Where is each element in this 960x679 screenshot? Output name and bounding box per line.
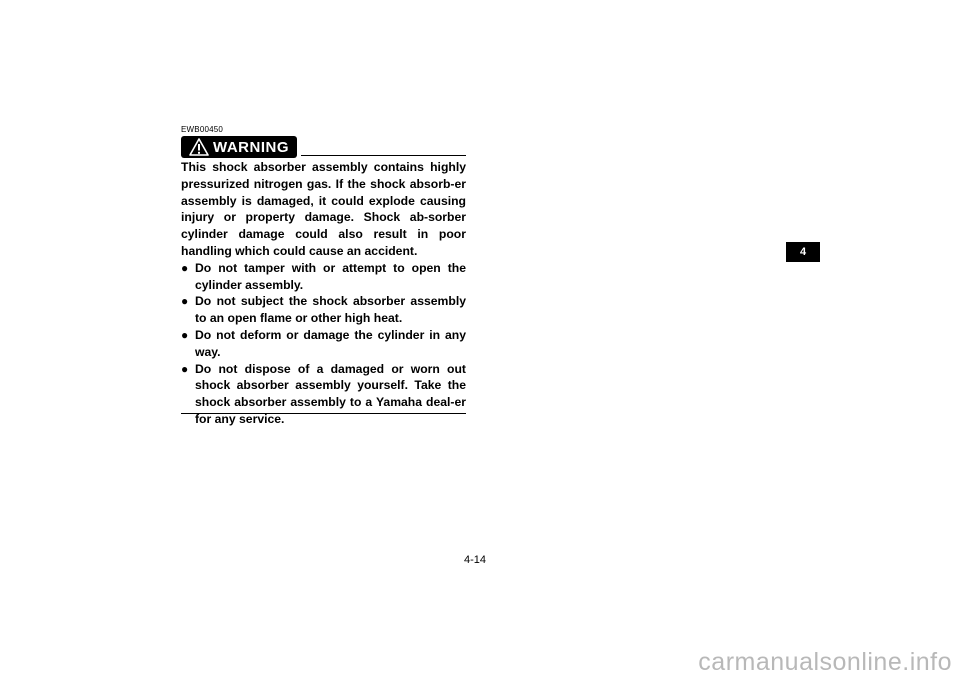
bullet-item — [181, 260, 466, 294]
warning-bottom-rule — [181, 413, 466, 414]
warning-bullet-list — [181, 260, 466, 428]
chapter-tab: 4 — [786, 242, 820, 262]
bullet-text: Do not dispose of a damaged or worn out shock absorber assembly yourself. Take the shock absorber assembly to a Yamaha deal-er for any service. — [195, 361, 466, 426]
warning-code: EWB00450 — [181, 125, 224, 134]
watermark: carmanualsonline.info — [698, 648, 952, 676]
bullet-item — [181, 293, 466, 327]
bullet-item — [181, 327, 466, 361]
warning-intro: This shock absorber assembly contains highly pressurized nitrogen gas. If the shock absorb-er assembly is damaged, it could explode causing injury or property damage. Shock ab-sorber cylinder damage could also result in poor handling which could cause an accident. — [181, 160, 466, 258]
bullet-text: Do not subject the shock absorber assembly to an open flame or other high heat. — [195, 294, 466, 326]
bullet-item — [181, 361, 466, 428]
bullet-dot-icon: ● — [181, 327, 189, 342]
warning-badge — [181, 136, 297, 158]
warning-body — [181, 159, 466, 428]
warning-header-rule — [301, 155, 466, 156]
warning-header — [181, 136, 466, 158]
warning-triangle-icon — [189, 138, 209, 156]
bullet-dot-icon: ● — [181, 294, 189, 309]
page-number: 4-14 — [464, 554, 487, 566]
bullet-text: Do not deform or damage the cylinder in any way. — [195, 327, 466, 359]
bullet-text: Do not tamper with or attempt to open the cylinder assembly. — [195, 260, 466, 292]
bullet-dot-icon: ● — [181, 260, 189, 275]
bullet-dot-icon: ● — [181, 361, 189, 376]
warning-label: WARNING — [213, 138, 289, 156]
